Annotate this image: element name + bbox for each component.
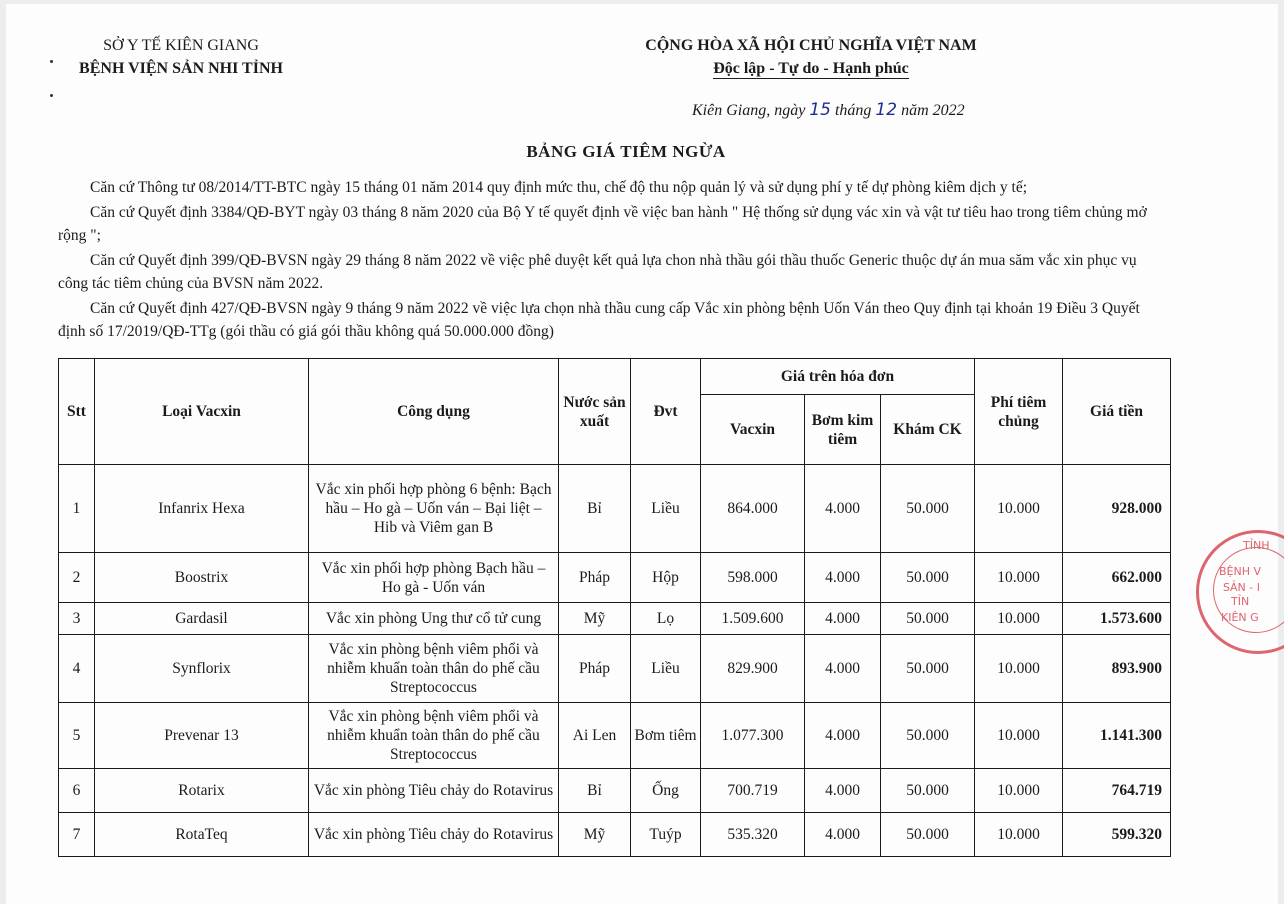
cell-name: Boostrix — [95, 553, 309, 603]
date-month-label: tháng — [834, 102, 872, 119]
cell-exam: 50.000 — [881, 635, 975, 703]
cell-total: 1.141.300 — [1063, 703, 1171, 769]
cell-exam: 50.000 — [881, 553, 975, 603]
cell-total: 1.573.600 — [1063, 603, 1171, 635]
date-month: 12 — [875, 100, 898, 120]
cell-exam: 50.000 — [881, 465, 975, 553]
cell-stt: 7 — [59, 813, 95, 857]
cell-exam: 50.000 — [881, 769, 975, 813]
cell-fee: 10.000 — [975, 813, 1063, 857]
cell-unit: Tuýp — [631, 813, 701, 857]
cell-name: Prevenar 13 — [95, 703, 309, 769]
date-day: 15 — [809, 100, 831, 120]
cell-vaccine-price: 829.900 — [701, 635, 805, 703]
cell-syringe: 4.000 — [805, 813, 881, 857]
cell-country: Ai Len — [559, 703, 631, 769]
col-unit: Đvt — [631, 359, 701, 465]
cell-usage: Vắc xin phòng bệnh viêm phổi và nhiễm khuẩn toàn thân do phế cầu Streptococcus — [309, 635, 559, 703]
cell-usage: Vắc xin phối hợp phòng Bạch hầu – Ho gà - Uốn ván — [309, 553, 559, 603]
cell-stt: 3 — [59, 603, 95, 635]
cell-total: 893.900 — [1063, 635, 1171, 703]
cell-syringe: 4.000 — [805, 769, 881, 813]
cell-fee: 10.000 — [975, 703, 1063, 769]
motto-text: Độc lập - Tự do - Hạnh phúc — [713, 60, 909, 77]
cell-unit: Hộp — [631, 553, 701, 603]
cell-usage: Vắc xin phối hợp phòng 6 bệnh: Bạch hầu – Ho gà – Uốn ván – Bại liệt – Hib và Viêm gan B — [309, 465, 559, 553]
basis-paragraph: Căn cứ Quyết định 399/QĐ-BVSN ngày 29 tháng 8 năm 2022 về việc phê duyệt kết quả lựa chon nhà thầu gói thầu thuốc Generic thuộc dự án mua săm vắc xin phục vụ công tác tiêm chủng của BVSN năm 2022. — [58, 251, 1137, 292]
cell-exam: 50.000 — [881, 603, 975, 635]
col-stt: Stt — [59, 359, 95, 465]
cell-country: Mỹ — [559, 813, 631, 857]
cell-syringe: 4.000 — [805, 465, 881, 553]
scan-mark — [50, 94, 53, 97]
basis-paragraph: Căn cứ Quyết định 427/QĐ-BVSN ngày 9 tháng 9 năm 2022 về việc lựa chọn nhà thầu cung cấp Vắc xin phòng bệnh Uốn Ván theo Quy định tại khoản 19 Điều 3 Quyết định số 17/2019/QĐ-TTg (gói thầu có giá gói thầu không quá 50.000.000 đồng) — [58, 299, 1140, 340]
table-row — [59, 635, 1171, 703]
cell-country: Mỹ — [559, 603, 631, 635]
cell-fee: 10.000 — [975, 635, 1063, 703]
cell-stt: 4 — [59, 635, 95, 703]
cell-syringe: 4.000 — [805, 703, 881, 769]
cell-fee: 10.000 — [975, 553, 1063, 603]
issuer-block — [36, 34, 326, 80]
cell-vaccine-price: 598.000 — [701, 553, 805, 603]
col-fee: Phí tiêm chủng — [975, 359, 1063, 465]
col-country: Nước sản xuất — [559, 359, 631, 465]
cell-name: Synflorix — [95, 635, 309, 703]
stamp-text: KIÊN G — [1221, 611, 1259, 624]
cell-stt: 2 — [59, 553, 95, 603]
cell-stt: 6 — [59, 769, 95, 813]
stamp-text: TỈNH — [1243, 539, 1270, 552]
cell-vaccine-price: 1.077.300 — [701, 703, 805, 769]
cell-total: 662.000 — [1063, 553, 1171, 603]
document-date — [692, 100, 965, 120]
cell-total: 928.000 — [1063, 465, 1171, 553]
col-total: Giá tiền — [1063, 359, 1171, 465]
hospital-name: BỆNH VIỆN SẢN NHI TỈNH — [79, 60, 283, 77]
national-motto-block — [596, 34, 1026, 80]
cell-fee: 10.000 — [975, 603, 1063, 635]
table-row — [59, 553, 1171, 603]
cell-vaccine-price: 864.000 — [701, 465, 805, 553]
document-title: BẢNG GIÁ TIÊM NGỪA — [526, 142, 726, 161]
cell-exam: 50.000 — [881, 703, 975, 769]
cell-total: 764.719 — [1063, 769, 1171, 813]
cell-total: 599.320 — [1063, 813, 1171, 857]
cell-unit: Lọ — [631, 603, 701, 635]
cell-usage: Vắc xin phòng Tiêu chảy do Rotavirus — [309, 769, 559, 813]
col-syringe: Bơm kim tiêm — [805, 395, 881, 465]
table-row — [59, 703, 1171, 769]
cell-fee: 10.000 — [975, 769, 1063, 813]
col-vaccine: Loại Vacxin — [95, 359, 309, 465]
cell-syringe: 4.000 — [805, 603, 881, 635]
table-row — [59, 813, 1171, 857]
cell-unit: Liều — [631, 465, 701, 553]
cell-name: Gardasil — [95, 603, 309, 635]
table-row — [59, 465, 1171, 553]
col-usage: Công dụng — [309, 359, 559, 465]
cell-vaccine-price: 700.719 — [701, 769, 805, 813]
cell-vaccine-price: 535.320 — [701, 813, 805, 857]
cell-unit: Liều — [631, 635, 701, 703]
country-name: CỘNG HÒA XÃ HỘI CHỦ NGHĨA VIỆT NAM — [645, 37, 977, 54]
cell-usage: Vắc xin phòng Tiêu chảy do Rotavirus — [309, 813, 559, 857]
col-vaccine-price: Vacxin — [701, 395, 805, 465]
col-exam: Khám CK — [881, 395, 975, 465]
cell-exam: 50.000 — [881, 813, 975, 857]
cell-name: Infanrix Hexa — [95, 465, 309, 553]
price-table — [58, 358, 1171, 857]
stamp-text: SẢN - I — [1223, 581, 1260, 594]
date-year: năm 2022 — [901, 102, 965, 119]
cell-country: Bỉ — [559, 769, 631, 813]
legal-basis — [58, 176, 1168, 344]
department-name: SỞ Y TẾ KIÊN GIANG — [103, 37, 259, 54]
cell-vaccine-price: 1.509.600 — [701, 603, 805, 635]
stamp-text: BỆNH V — [1219, 565, 1262, 578]
basis-paragraph: Căn cứ Quyết định 3384/QĐ-BYT ngày 03 tháng 8 năm 2020 của Bộ Y tế quyết định về việc ban hành " Hệ thống sử dụng vác xin và vật tư tiêu hao trong tiêm chủng mở rộng "; — [58, 203, 1147, 244]
table-body — [59, 465, 1171, 857]
date-prefix: Kiên Giang, ngày — [692, 102, 806, 119]
cell-stt: 5 — [59, 703, 95, 769]
cell-unit: Ống — [631, 769, 701, 813]
cell-country: Pháp — [559, 635, 631, 703]
cell-fee: 10.000 — [975, 465, 1063, 553]
cell-name: Rotarix — [95, 769, 309, 813]
col-invoice-group: Giá trên hóa đơn — [701, 359, 975, 395]
cell-country: Pháp — [559, 553, 631, 603]
cell-syringe: 4.000 — [805, 635, 881, 703]
motto — [596, 57, 1026, 80]
stamp-text: TỈN — [1231, 595, 1250, 608]
basis-paragraph: Căn cứ Thông tư 08/2014/TT-BTC ngày 15 tháng 01 năm 2014 quy định mức thu, chế độ thu nộp quản lý và sử dụng phí y tế dự phòng kiêm dịch y tế; — [90, 179, 1028, 196]
cell-name: RotaTeq — [95, 813, 309, 857]
table-header — [59, 359, 1171, 465]
cell-unit: Bơm tiêm — [631, 703, 701, 769]
cell-usage: Vắc xin phòng bệnh viêm phổi và nhiễm khuẩn toàn thân do phế cầu Streptococcus — [309, 703, 559, 769]
cell-usage: Vắc xin phòng Ung thư cổ tử cung — [309, 603, 559, 635]
cell-country: Bỉ — [559, 465, 631, 553]
cell-stt: 1 — [59, 465, 95, 553]
document-page — [6, 4, 1278, 904]
cell-syringe: 4.000 — [805, 553, 881, 603]
table-row — [59, 769, 1171, 813]
table-row — [59, 603, 1171, 635]
